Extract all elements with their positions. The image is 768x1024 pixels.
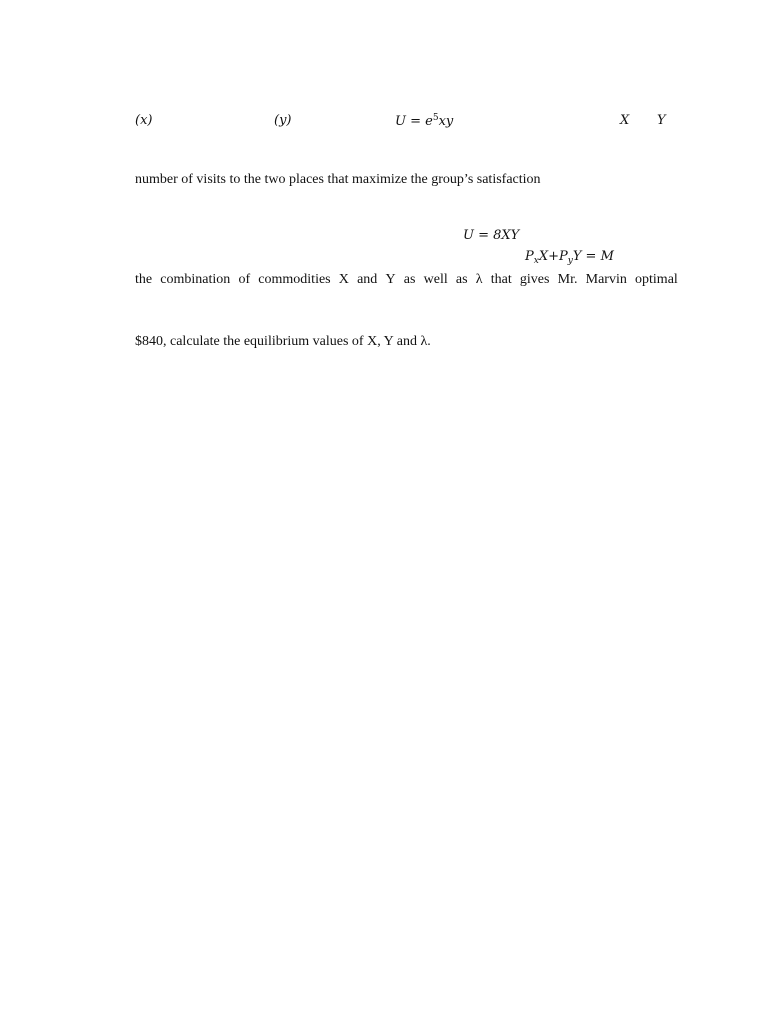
word: gives (519, 272, 550, 287)
word: as (455, 272, 468, 287)
word: of (238, 272, 251, 287)
price-y: P (558, 249, 568, 264)
word: well (423, 272, 448, 287)
combination-text-line (135, 273, 678, 287)
utility-lhs: U (395, 114, 406, 129)
price-y-subscript: y (567, 256, 573, 266)
equals-sign: = (410, 114, 422, 129)
utility-tail: xy (438, 114, 454, 129)
word: the (135, 272, 153, 287)
word: and (357, 272, 378, 287)
word: optimal (635, 272, 678, 287)
price-x: P (525, 249, 534, 264)
price-x-subscript: x (533, 256, 539, 266)
budget-constraint (525, 250, 614, 266)
word: Y (385, 272, 396, 287)
x-variable: (x) (135, 113, 153, 128)
word: commodities (258, 272, 331, 287)
exp-base: e (425, 114, 433, 129)
commodity-y-label: Y (657, 113, 666, 128)
word: that (490, 272, 512, 287)
equilibrium-question-line: $840, calculate the equilibrium values of X, Y and λ. (135, 334, 431, 349)
y-variable: (y) (274, 113, 292, 128)
commodity-x-label: X (620, 113, 630, 128)
word: X (338, 272, 349, 287)
word: as (403, 272, 416, 287)
budget-mid: X+ (538, 249, 559, 264)
word: Mr. (557, 272, 578, 287)
utility-function-2: U = 8XY (463, 228, 520, 243)
word: combination (160, 272, 231, 287)
word: Marvin (585, 272, 627, 287)
utility-function (395, 114, 453, 128)
budget-tail: Y = M (572, 249, 614, 264)
visits-text-line: number of visits to the two places that maximize the group’s satisfaction (135, 172, 541, 187)
exp-power: 5 (432, 113, 439, 123)
word: λ (475, 272, 483, 287)
